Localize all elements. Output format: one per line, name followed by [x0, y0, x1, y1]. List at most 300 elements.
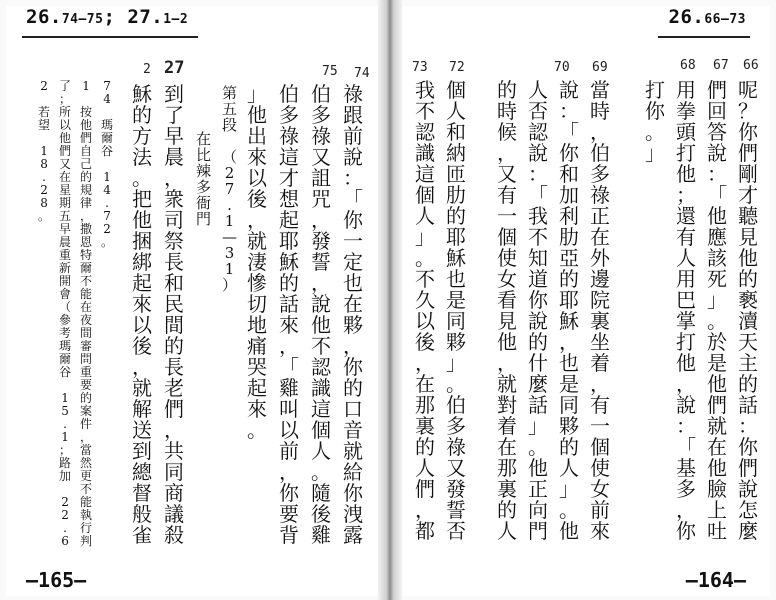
glyph: 他: [707, 204, 727, 228]
glyph: 個: [311, 418, 331, 442]
glyph: 五: [222, 100, 238, 118]
glyph: 又: [59, 157, 72, 171]
glyph: 前: [590, 498, 610, 522]
verse-number: 72: [449, 60, 465, 75]
glyph: 「: [707, 183, 727, 207]
glyph: 伯: [279, 82, 299, 106]
glyph: 來: [247, 145, 267, 169]
glyph: 要: [80, 378, 93, 392]
glyph: 民: [164, 292, 184, 316]
glyph: 同: [164, 460, 184, 484]
glyph: 晨: [164, 145, 184, 169]
glyph: 方: [132, 124, 152, 148]
glyph: 的: [559, 267, 579, 291]
text-column: [415, 80, 435, 542]
glyph: 有: [590, 393, 610, 417]
glyph: 們: [707, 393, 727, 417]
glyph: 。: [132, 166, 152, 190]
glyph: 這: [279, 145, 299, 169]
glyph: 肋: [559, 225, 579, 249]
glyph: 你: [343, 208, 363, 232]
glyph: 匝: [446, 162, 466, 186]
glyph: 候: [497, 120, 517, 144]
glyph: 誓: [446, 498, 466, 522]
glyph: 說: [676, 393, 696, 417]
glyph: 拳: [676, 99, 696, 123]
glyph: 「: [343, 187, 363, 211]
glyph: 不: [415, 99, 435, 123]
glyph: 麼: [738, 519, 758, 543]
glyph: 你: [343, 355, 363, 379]
glyph: 你: [343, 481, 363, 505]
glyph: 人: [676, 246, 696, 270]
glyph: ，: [415, 498, 435, 522]
glyph: 重: [59, 248, 72, 262]
glyph: 一: [497, 204, 517, 228]
glyph: 也: [559, 351, 579, 375]
glyph: 來: [279, 313, 299, 337]
glyph: 多: [446, 414, 466, 438]
glyph: （: [59, 300, 72, 314]
glyph: 時: [590, 99, 610, 123]
glyph: 夥: [559, 414, 579, 438]
glyph: 夥: [343, 313, 363, 337]
glyph: 想: [279, 187, 299, 211]
glyph: 爾: [101, 131, 114, 145]
glyph: 怎: [738, 498, 758, 522]
glyph: 在: [415, 372, 435, 396]
glyph: 上: [707, 498, 727, 522]
glyph: 所: [59, 105, 72, 119]
glyph: 才: [279, 166, 299, 190]
glyph: 瑪: [59, 339, 72, 353]
glyph: 音: [343, 418, 363, 442]
glyph: 外: [590, 246, 610, 270]
glyph: 律: [80, 196, 93, 210]
glyph: 2: [40, 79, 48, 93]
glyph: 後: [415, 330, 435, 354]
glyph: 你: [738, 435, 758, 459]
glyph: 否: [446, 519, 466, 543]
glyph: 以: [59, 118, 72, 132]
glyph: 前: [343, 124, 363, 148]
glyph: 2: [103, 222, 111, 236]
glyph: ：: [676, 414, 696, 438]
glyph: 你: [279, 481, 299, 505]
glyph: 會: [59, 287, 72, 301]
glyph: 1: [61, 391, 69, 405]
glyph: 回: [707, 99, 727, 123]
glyph: 出: [247, 124, 267, 148]
glyph: 「: [559, 120, 579, 144]
glyph: 那: [415, 393, 435, 417]
glyph: 認: [415, 120, 435, 144]
glyph: ，: [80, 430, 93, 444]
glyph: 議: [164, 502, 184, 526]
verse-number: 2: [143, 62, 151, 77]
glyph: 他: [707, 372, 727, 396]
glyph: 個: [590, 435, 610, 459]
glyph: 捆: [132, 229, 152, 253]
glyph: 1: [224, 212, 235, 230]
glyph: 了: [164, 103, 184, 127]
glyph: 給: [343, 460, 363, 484]
glyph: 他: [676, 351, 696, 375]
glyph: 還: [676, 204, 696, 228]
glyph: 爾: [80, 261, 93, 275]
glyph: 詛: [311, 166, 331, 190]
glyph: 說: [707, 141, 727, 165]
glyph: 商: [164, 481, 184, 505]
glyph: 把: [132, 187, 152, 211]
glyph: 執: [80, 508, 93, 522]
glyph: 」: [415, 225, 435, 249]
glyph: 五: [59, 209, 72, 223]
text-column: [132, 84, 152, 546]
left-rh-small2: 1—2: [163, 12, 189, 27]
glyph: 多: [311, 103, 331, 127]
glyph: ：: [707, 162, 727, 186]
glyph: 他: [528, 456, 548, 480]
glyph: 口: [343, 397, 363, 421]
glyph: ；: [59, 92, 72, 106]
glyph: 能: [80, 287, 93, 301]
glyph: 他: [311, 313, 331, 337]
glyph: 時: [497, 99, 517, 123]
glyph: 恩: [80, 235, 93, 249]
glyph: 老: [164, 376, 184, 400]
glyph: 道: [528, 267, 548, 291]
glyph: 就: [132, 376, 152, 400]
text-column: [559, 80, 579, 542]
glyph: 在: [196, 130, 212, 148]
glyph: 這: [311, 397, 331, 421]
glyph: 院: [590, 288, 610, 312]
glyph: 門: [196, 210, 212, 228]
glyph: 當: [590, 78, 610, 102]
glyph: 規: [80, 183, 93, 197]
glyph: 早: [59, 222, 72, 236]
glyph: 綁: [132, 250, 152, 274]
glyph: 女: [590, 477, 610, 501]
glyph: 爾: [59, 352, 72, 366]
glyph: 這: [415, 162, 435, 186]
glyph: 同: [446, 309, 466, 333]
glyph: 咒: [311, 187, 331, 211]
glyph: 用: [676, 267, 696, 291]
glyph: 們: [59, 144, 72, 158]
book-gutter: [378, 0, 402, 600]
glyph: 一: [343, 229, 363, 253]
glyph: 死: [707, 267, 727, 291]
glyph: 判: [80, 534, 93, 548]
glyph: ，: [559, 330, 579, 354]
glyph: 發: [311, 229, 331, 253]
glyph: 來: [132, 292, 152, 316]
glyph: 後: [247, 187, 267, 211]
glyph: 1: [61, 430, 69, 444]
glyph: 了: [59, 79, 72, 93]
glyph: ，: [279, 334, 299, 358]
text-column: [446, 80, 466, 542]
glyph: 6: [61, 534, 69, 548]
glyph: 耶: [446, 225, 466, 249]
glyph: 長: [164, 355, 184, 379]
glyph: 到: [132, 439, 152, 463]
glyph: 又: [497, 162, 517, 186]
glyph: 。: [446, 372, 466, 396]
glyph: 瀆: [738, 309, 758, 333]
glyph: 加: [559, 183, 579, 207]
glyph: 什: [528, 351, 548, 375]
glyph: 也: [446, 267, 466, 291]
glyph: 到: [164, 82, 184, 106]
glyph: 在: [497, 435, 517, 459]
text-column: [645, 80, 665, 164]
text-column: [707, 80, 727, 542]
glyph: ，: [676, 498, 696, 522]
glyph: 主: [738, 351, 758, 375]
glyph: ：: [738, 414, 758, 438]
glyph: 在: [59, 170, 72, 184]
glyph: 在: [590, 225, 610, 249]
glyph: 慘: [247, 271, 267, 295]
glyph: 共: [164, 439, 184, 463]
verse-number: 67: [713, 58, 729, 73]
glyph: 才: [738, 183, 758, 207]
glyph: 利: [559, 204, 579, 228]
glyph: 答: [707, 120, 727, 144]
glyph: .: [63, 417, 67, 431]
glyph: 祿: [446, 435, 466, 459]
left-rh-small: 74—75: [61, 12, 104, 27]
glyph: ，: [247, 208, 267, 232]
glyph: 總: [132, 460, 152, 484]
glyph: 多: [279, 103, 299, 127]
glyph: 穌: [132, 82, 152, 106]
text-column: [343, 84, 363, 546]
glyph: 話: [528, 393, 548, 417]
glyph: 谷: [101, 144, 114, 158]
glyph: 。: [311, 460, 331, 484]
glyph: 督: [132, 481, 152, 505]
glyph: 7: [103, 209, 111, 223]
glyph: 久: [415, 288, 435, 312]
glyph: .: [227, 196, 232, 214]
glyph: 向: [528, 498, 548, 522]
glyph: 對: [497, 393, 517, 417]
glyph: 間: [164, 313, 184, 337]
glyph: 4: [103, 92, 111, 106]
glyph: 定: [343, 250, 363, 274]
glyph: 人: [528, 78, 548, 102]
text-column: [279, 84, 299, 546]
glyph: 們: [738, 141, 758, 165]
text-column: [676, 80, 696, 542]
glyph: ？: [738, 99, 758, 123]
glyph: 認: [528, 120, 548, 144]
glyph: 1: [103, 170, 111, 184]
glyph: ）: [222, 276, 238, 294]
glyph: 他: [247, 103, 267, 127]
glyph: .: [42, 170, 46, 184]
glyph: 他: [497, 330, 517, 354]
glyph: 應: [707, 225, 727, 249]
glyph: 着: [497, 414, 517, 438]
left-rh-main: 26.: [26, 6, 62, 28]
glyph: 又: [311, 145, 331, 169]
glyph: 坐: [590, 330, 610, 354]
glyph: 臉: [707, 477, 727, 501]
glyph: 掌: [676, 309, 696, 333]
glyph: 。: [38, 209, 51, 223]
glyph: 使: [590, 456, 610, 480]
glyph: 般: [132, 502, 152, 526]
glyph: 當: [80, 443, 93, 457]
glyph: 有: [676, 225, 696, 249]
glyph: 的: [80, 170, 93, 184]
glyph: 洩: [343, 502, 363, 526]
glyph: ，: [311, 271, 331, 295]
glyph: 殺: [164, 523, 184, 547]
glyph: 件: [80, 417, 93, 431]
glyph: 背: [279, 523, 299, 547]
glyph: 來: [590, 519, 610, 543]
glyph: 8: [40, 196, 48, 210]
glyph: 自: [80, 144, 93, 158]
glyph: 行: [80, 521, 93, 535]
glyph: 有: [497, 183, 517, 207]
glyph: 雞: [311, 523, 331, 547]
section-subheading: [196, 132, 211, 228]
glyph: 的: [446, 204, 466, 228]
glyph: 着: [590, 351, 610, 375]
left-rh-sep: ;: [103, 6, 116, 28]
glyph: 裏: [415, 414, 435, 438]
glyph: 。: [528, 435, 548, 459]
glyph: 」: [707, 288, 727, 312]
glyph: 說: [559, 78, 579, 102]
glyph: 7: [103, 79, 111, 93]
glyph: 雀: [132, 523, 152, 547]
glyph: 一: [590, 414, 610, 438]
glyph: 「: [528, 183, 548, 207]
glyph: 比: [196, 146, 212, 164]
glyph: 們: [164, 397, 184, 421]
glyph: 吐: [707, 519, 727, 543]
glyph: 識: [415, 141, 435, 165]
glyph: 他: [676, 162, 696, 186]
glyph: 加: [59, 469, 72, 483]
glyph: ，: [80, 209, 93, 223]
glyph: 就: [247, 229, 267, 253]
glyph: 撒: [80, 222, 93, 236]
glyph: 祭: [164, 229, 184, 253]
glyph: ，: [164, 418, 184, 442]
glyph: 剛: [738, 162, 758, 186]
glyph: 在: [343, 292, 363, 316]
glyph: 的: [343, 376, 363, 400]
glyph: 以: [132, 313, 152, 337]
glyph: 不: [80, 482, 93, 496]
glyph: 就: [497, 372, 517, 396]
chapter-number: 27: [164, 58, 185, 78]
glyph: ，: [676, 372, 696, 396]
glyph: 若: [38, 105, 51, 119]
glyph: 不: [311, 334, 331, 358]
text-column: [590, 80, 610, 542]
text-column: [497, 80, 517, 542]
glyph: 說: [738, 477, 758, 501]
glyph: 發: [446, 477, 466, 501]
glyph: 耶: [279, 229, 299, 253]
glyph: ，: [279, 460, 299, 484]
glyph: 裏: [497, 477, 517, 501]
glyph: 們: [80, 131, 93, 145]
glyph: 後: [311, 502, 331, 526]
glyph: 」: [528, 414, 548, 438]
glyph: —: [222, 228, 237, 246]
glyph: 他: [559, 519, 579, 543]
glyph: 在: [707, 435, 727, 459]
glyph: ，: [497, 141, 517, 165]
glyph: 新: [59, 261, 72, 275]
glyph: ，: [497, 351, 517, 375]
glyph: 也: [343, 271, 363, 295]
glyph: 雞: [279, 376, 299, 400]
glyph: 認: [311, 355, 331, 379]
glyph: 然: [80, 456, 93, 470]
glyph: 人: [559, 456, 579, 480]
glyph: 在: [80, 300, 93, 314]
glyph: ，: [590, 372, 610, 396]
glyph: 打: [676, 141, 696, 165]
right-rh-small: 66—73: [704, 12, 746, 27]
glyph: 的: [132, 103, 152, 127]
glyph: 說: [343, 145, 363, 169]
left-head-rule: [22, 36, 198, 38]
glyph: 基: [676, 456, 696, 480]
verse-number: 66: [743, 58, 759, 73]
glyph: .: [63, 521, 67, 535]
glyph: 長: [164, 250, 184, 274]
glyph: 都: [415, 519, 435, 543]
glyph: 問: [80, 352, 93, 366]
glyph: 切: [247, 292, 267, 316]
glyph: 裏: [590, 309, 610, 333]
glyph: ：: [343, 166, 363, 190]
glyph: 更: [80, 469, 93, 483]
glyph: ，: [343, 334, 363, 358]
glyph: 耶: [559, 288, 579, 312]
text-column: [164, 84, 184, 546]
glyph: ，: [590, 120, 610, 144]
verse-number: 69: [592, 60, 608, 75]
glyph: 哭: [247, 355, 267, 379]
glyph: 起: [279, 208, 299, 232]
glyph: 星: [59, 183, 72, 197]
glyph: 8: [40, 157, 48, 171]
glyph: 。: [247, 418, 267, 442]
glyph: 考: [59, 326, 72, 340]
glyph: 該: [707, 246, 727, 270]
glyph: 段: [222, 116, 238, 134]
glyph: 。: [415, 246, 435, 270]
glyph: 就: [343, 439, 363, 463]
glyph: 頭: [676, 120, 696, 144]
glyph: 他: [80, 118, 93, 132]
glyph: 送: [132, 418, 152, 442]
